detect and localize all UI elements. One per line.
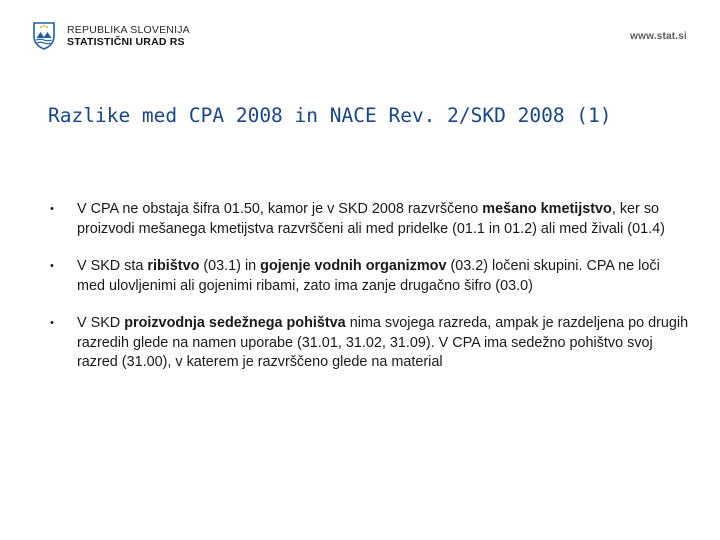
bullet-item [50,314,690,373]
bullet-list [50,200,690,373]
org-name-line1: REPUBLIKA SLOVENIJA [67,24,190,36]
bullet-text: (03.2) ločeni skupini. CPA ne loči med ulovljenimi ali gojenimi ribami, zato ima zanje drugačno šifro (03.0) [77,258,660,294]
bullet-text: V SKD sta [77,258,148,274]
bullet-bold-text: proizvodnja sedežnega pohištva [124,315,346,331]
coat-of-arms-icon [33,22,55,50]
bullet-bold-text: mešano kmetijstvo [482,201,612,217]
bullet-dot-icon: • [50,203,54,215]
header-bar [0,0,720,60]
bullet-dot-icon: • [50,260,54,272]
bullet-item [50,257,690,296]
bullet-text: , ker so proizvodi mešanega kmetijstva razvrščeni ali med pridelke (01.1 in 01.2) ali med živali (01.4) [77,201,665,237]
bullet-item [50,200,690,239]
org-name [67,24,190,48]
bullet-text: (03.1) in [199,258,261,274]
bullet-dot-icon: • [50,317,54,329]
org-logo[interactable] [33,22,190,50]
slide-title: Razlike med CPA 2008 in NACE Rev. 2/SKD 2008 (1) [48,104,612,127]
website-link[interactable]: www.stat.si [630,31,687,42]
bullet-text: nima svojega razreda, ampak je razdeljena po drugih razredih glede na namen uporabe (31.01, 31.02, 31.09). V CPA ima sedežno pohištvo svoj razred (31.00), v katerem je razvrščeno glede na material [77,315,689,370]
org-name-line2: STATISTIČNI URAD RS [67,36,185,48]
bullet-bold-text: ribištvo [147,258,200,274]
bullet-bold-text: gojenje vodnih organizmov [260,258,447,274]
bullet-text: V SKD [77,315,125,331]
bullet-text: V CPA ne obstaja šifra 01.50, kamor je v SKD 2008 razvrščeno [77,201,483,217]
